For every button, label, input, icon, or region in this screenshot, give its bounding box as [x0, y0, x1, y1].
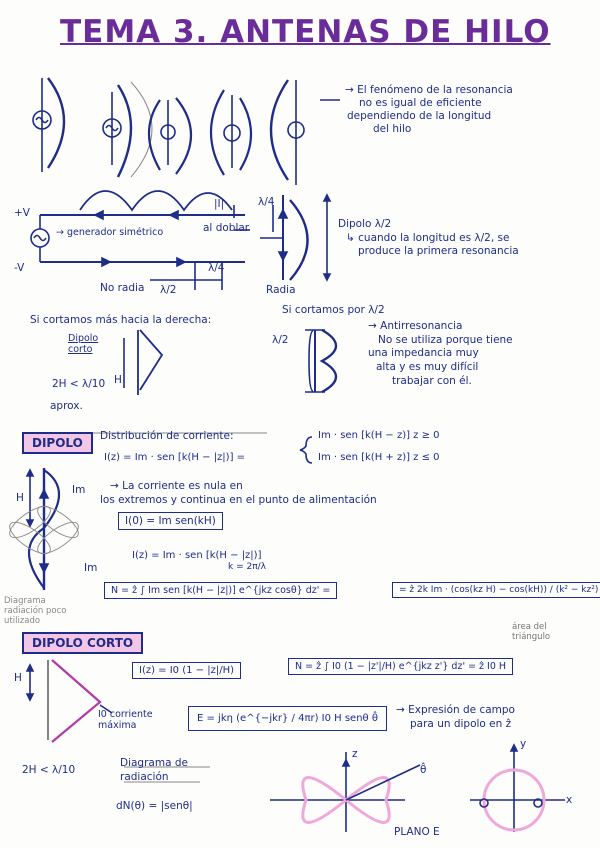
- e-field-note: → Expresión de campo para un dipolo en ẑ: [396, 704, 515, 730]
- bent-lambda4-label: λ/4: [258, 196, 275, 208]
- short-dipole-condition: 2H < λ/10: [52, 378, 106, 390]
- null-current-note: → La corriente es nula en los extremos y continua en el punto de alimentación: [100, 480, 377, 506]
- dipole-h-label: H: [16, 492, 24, 504]
- theta-unit-label: θ̂: [420, 764, 427, 776]
- plus-v-label: +V: [14, 207, 30, 219]
- area-note: área del triángulo: [512, 622, 551, 643]
- dipolo-corto-label: Dipolo corto: [68, 333, 99, 355]
- e-field-box: E = jkη (e^{−jkr} / 4πr) I0 H senθ θ̂: [188, 706, 387, 731]
- n-result-box: = ẑ 2k Im · (cos(kz H) − cos(kH)) / (k² − kz²): [392, 582, 600, 598]
- dipolo-section-tag: DIPOLO: [22, 432, 93, 454]
- axis-z-label: z: [352, 748, 358, 760]
- dipole-im-top: Im: [72, 484, 86, 496]
- h-plane-pattern: [470, 745, 565, 832]
- resonance-antenna-3: [149, 98, 191, 174]
- pattern-formula: dN(θ) = |senθ|: [116, 800, 193, 812]
- al-doblar-label: al doblar: [203, 222, 250, 234]
- lambda4-label: λ/4: [208, 262, 225, 274]
- resonance-antenna-1: [33, 78, 64, 172]
- page-title: TEMA 3. ANTENAS DE HILO: [60, 14, 551, 50]
- i0-max-note: I0 corriente máxima: [98, 709, 153, 731]
- i0-formula-box: I(0) = Im sen(kH): [118, 512, 223, 530]
- case-negative-z: Im · sen [k(H + z)] z ≤ 0: [318, 452, 440, 463]
- current-distribution-formula: I(z) = Im · sen [k(H − |z|)] =: [104, 452, 246, 463]
- resonance-antenna-4: [211, 90, 251, 175]
- antiresonance-note: → Antirresonancia No se utiliza porque tiene una impedancia muy alta y es muy difícil trabajar con él.: [368, 320, 513, 387]
- short-dipole-sketch: [124, 330, 162, 395]
- iz-formula-repeat: I(z) = Im · sen [k(H − |z|)]: [132, 550, 262, 561]
- lambda2-label: λ/2: [160, 284, 177, 296]
- axis-y-label: y: [520, 738, 527, 750]
- radiation-diagram-heading: Diagrama de radiación: [120, 757, 188, 784]
- left-cut-text: Si cortamos más hacia la derecha:: [30, 314, 212, 326]
- resonance-note: → El fenómeno de la resonancia no es igual de eficiente dependiendo de la longitud del hilo: [345, 84, 513, 136]
- corto-h-label: H: [14, 672, 22, 684]
- right-cut-text: Si cortamos por λ/2: [282, 304, 385, 316]
- no-radia-label: No radia: [100, 282, 145, 294]
- corto-n-box: N = ẑ ∫ I0 (1 − |z'|/H) e^{jkz z'} dz' = ẑ I0 H: [288, 658, 513, 675]
- dipolo-corto-section-tag: DIPOLO CORTO: [22, 632, 143, 654]
- side-note: Diagrama radiación poco utilizado: [4, 596, 67, 627]
- corto-condition: 2H < λ/10: [22, 764, 76, 776]
- axis-x-label: x: [566, 794, 573, 806]
- dipolo-note: Dipolo λ/2 ↳ cuando la longitud es λ/2, se produce la primera resonancia: [338, 218, 519, 258]
- aprox-label: aprox.: [50, 400, 83, 412]
- radia-label: Radia: [266, 284, 296, 296]
- minus-v-label: -V: [14, 262, 25, 274]
- resonance-antenna-5: [271, 80, 304, 185]
- e-plane-pattern: [270, 752, 420, 832]
- plano-e-label: PLANO E: [394, 826, 440, 838]
- current-label: |I|: [214, 198, 225, 210]
- corto-current-box: I(z) = I0 (1 − |z|/H): [132, 662, 241, 679]
- right-cut-lambda: λ/2: [272, 334, 289, 346]
- case-positive-z: Im · sen [k(H − z)] z ≥ 0: [318, 430, 440, 441]
- k-definition: k = 2π/λ: [228, 562, 266, 572]
- h-label-small: H: [114, 374, 122, 386]
- n-integral-box: N = ẑ ∫ Im sen [k(H − |z|)] e^{jkz cosθ} dz' =: [104, 582, 337, 599]
- resonance-antenna-2: [103, 82, 152, 177]
- distribution-heading: Distribución de corriente:: [100, 430, 234, 442]
- generator-label: → generador simétrico: [56, 227, 164, 238]
- dipole-im-bottom: Im: [84, 562, 98, 574]
